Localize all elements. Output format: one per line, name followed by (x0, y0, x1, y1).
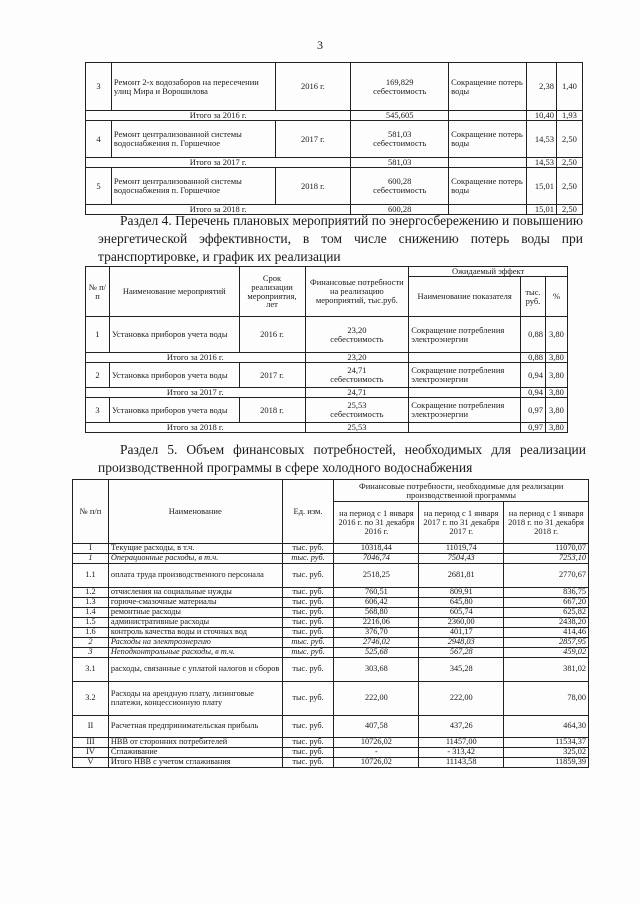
measure-name: Ремонт централизованной системы водоснабжения п. Горшечное (111, 168, 275, 205)
cost-cell (351, 63, 449, 111)
row-name: отчисления на социальные нужды (108, 588, 282, 598)
row-name: Итого НВВ с учетом сглаживания (108, 758, 282, 768)
measure-name: Установка приборов учета воды (109, 363, 239, 388)
effect-value: 14,53 (527, 121, 557, 158)
value-2017: - 313,42 (419, 748, 504, 758)
cost-note: себестоимость (330, 374, 384, 384)
effect-pct: 3,80 (545, 398, 567, 423)
effect-pct: 1,40 (556, 63, 582, 111)
value-2017: 7504,43 (419, 554, 504, 564)
total-value: 24,71 (305, 388, 409, 398)
value-2017: 2360,00 (419, 618, 504, 628)
value-2016: 7046,74 (334, 554, 419, 564)
value-2017: 401,17 (419, 628, 504, 638)
year-cell: 2016 г. (275, 63, 351, 111)
row-name: ремонтные расходы (108, 608, 282, 618)
row-num: 2 (73, 638, 109, 648)
value-2017: 11143,58 (419, 758, 504, 768)
value-2018: 625,82 (504, 608, 589, 618)
value-2018: 78,00 (504, 682, 589, 716)
effect-value: 10,40 (527, 111, 557, 121)
total-label: Итого за 2017 г. (86, 158, 351, 168)
row-name: Расходы на электроэнергию (108, 638, 282, 648)
row-num: 3.1 (73, 658, 109, 682)
row-num: I (73, 544, 109, 554)
header-period-2016: на период с 1 января 2016 г. по 31 декабря 2016 г. (334, 502, 419, 544)
cost-cell (351, 168, 449, 205)
row-name: Сглаживание (108, 748, 282, 758)
value-2017: 437,26 (419, 716, 504, 738)
row-unit: тыс. руб. (282, 716, 334, 738)
row-num: IV (73, 748, 109, 758)
value-2018: 414,46 (504, 628, 589, 638)
value-2018: 459,02 (504, 648, 589, 658)
row-name: административные расходы (108, 618, 282, 628)
row-unit: тыс. руб. (282, 554, 334, 564)
table-row (73, 658, 589, 682)
year-cell: 2017 г. (275, 121, 351, 158)
value-2016: 10726,02 (334, 738, 419, 748)
value-2016: 525,68 (334, 648, 419, 658)
header-effect: Ожидаемый эффект (409, 267, 568, 277)
empty-cell (409, 353, 521, 363)
cost-note: себестоимость (330, 409, 384, 419)
row-name: горюче-смазочные материалы (108, 598, 282, 608)
effect-pct: 3,80 (545, 317, 567, 353)
row-name: НВВ от сторонних потребителей (108, 738, 282, 748)
row-unit: тыс. руб. (282, 648, 334, 658)
effect-cell: Сокращение потребления электроэнергии (409, 317, 521, 353)
total-value: 581,03 (351, 158, 449, 168)
total-label: Итого за 2017 г. (86, 388, 306, 398)
table-row (73, 716, 589, 738)
table-row (73, 738, 589, 748)
value-2016: 10318,44 (334, 544, 419, 554)
effect-cell: Сокращение потерь воды (449, 63, 527, 111)
cost-value: 25,53 (347, 400, 367, 411)
cost-value: 169,829 (385, 76, 414, 87)
row-num: 4 (86, 121, 112, 158)
total-label: Итого за 2018 г. (86, 423, 306, 433)
section-4-title: Раздел 4. Перечень плановых мероприятий по энергосбережению и повышению энергетической эффективности, в том числе снижению потерь воды при транспортировке, и график их реализации (98, 213, 583, 264)
value-2018: 325,02 (504, 748, 589, 758)
table-row (86, 121, 583, 158)
row-unit: тыс. руб. (282, 588, 334, 598)
row-unit: тыс. руб. (282, 638, 334, 648)
header-period-2018: на период с 1 января 2018 г. по 31 декабря 2018 г. (504, 502, 589, 544)
value-2017: 567,28 (419, 648, 504, 658)
header-num: № п/п (73, 480, 109, 544)
row-unit: тыс. руб. (282, 758, 334, 768)
empty-cell (409, 388, 521, 398)
table-row (73, 758, 589, 768)
row-num: 3 (86, 63, 112, 111)
total-row (86, 111, 583, 121)
empty-cell (449, 158, 527, 168)
value-2018: 464,30 (504, 716, 589, 738)
total-label: Итого за 2016 г. (86, 111, 351, 121)
effect-pct: 2,50 (556, 205, 582, 215)
year-cell: 2016 г. (239, 317, 305, 353)
section-5-title: Раздел 5. Объем финансовых потребностей, необходимых для реализации производственной программы в сфере холодного водоснабжения (98, 442, 586, 475)
year-cell: 2017 г. (239, 363, 305, 388)
row-name: Неподконтрольные расходы, в т.ч. (108, 648, 282, 658)
row-unit: тыс. руб. (282, 628, 334, 638)
value-2016: - (334, 748, 419, 758)
value-2017: 11019,74 (419, 544, 504, 554)
effect-pct: 3,80 (545, 423, 567, 433)
table-row (73, 618, 589, 628)
value-2016: 568,80 (334, 608, 419, 618)
total-value: 23,20 (305, 353, 409, 363)
row-unit: тыс. руб. (282, 748, 334, 758)
value-2017: 645,80 (419, 598, 504, 608)
table-row (73, 682, 589, 716)
row-name: Текущие расходы, в т.ч. (108, 544, 282, 554)
header-num: № п/ п (86, 267, 110, 317)
row-num: 1 (73, 554, 109, 564)
table-water-repair (85, 62, 583, 215)
value-2017: 2948,03 (419, 638, 504, 648)
cost-cell (305, 363, 409, 388)
value-2016: 2216,06 (334, 618, 419, 628)
total-row (86, 423, 568, 433)
table-row (73, 748, 589, 758)
effect-value: 0,88 (521, 317, 546, 353)
row-num: 3 (73, 648, 109, 658)
year-cell: 2018 г. (239, 398, 305, 423)
effect-pct: 2,50 (556, 168, 582, 205)
effect-cell: Сокращение потерь воды (449, 168, 527, 205)
effect-pct: 3,80 (545, 353, 567, 363)
cost-note: себестоимость (330, 333, 384, 344)
year-cell: 2018 г. (275, 168, 351, 205)
value-2018: 7253,10 (504, 554, 589, 564)
total-row (86, 388, 568, 398)
header-finance: Финансовые потребности, необходимые для реализации производственной программы (334, 480, 589, 502)
table-row (73, 588, 589, 598)
measure-name: Ремонт 2-х водозаборов на пересечении улиц Мира и Ворошилова (111, 63, 275, 111)
effect-pct: 2,50 (556, 158, 582, 168)
cost-cell (351, 121, 449, 158)
cost-cell (305, 317, 409, 353)
row-num: 1.4 (73, 608, 109, 618)
table-row (73, 554, 589, 564)
header-finance: Финансовые потребности на реализацию мероприятий, тыс.руб. (305, 267, 409, 317)
header-row (86, 267, 568, 277)
value-2018: 2438,20 (504, 618, 589, 628)
row-unit: тыс. руб. (282, 738, 334, 748)
cost-note: себестоимость (373, 185, 427, 195)
value-2018: 11859,39 (504, 758, 589, 768)
value-2017: 11457,00 (419, 738, 504, 748)
table-row (86, 317, 568, 353)
table-row (86, 168, 583, 205)
header-unit: Ед. изм. (282, 480, 334, 544)
effect-pct: 3,80 (545, 388, 567, 398)
cost-value: 24,71 (347, 365, 367, 376)
value-2016: 407,58 (334, 716, 419, 738)
header-period-2017: на период с 1 января 2017 г. по 31 декабря 2017 г. (419, 502, 504, 544)
row-num: 1.1 (73, 564, 109, 588)
header-term: Срок реализации мероприятия, лет (239, 267, 305, 317)
total-row (86, 158, 583, 168)
value-2016: 2746,02 (334, 638, 419, 648)
value-2016: 606,42 (334, 598, 419, 608)
table-row (86, 63, 583, 111)
row-unit: тыс. руб. (282, 564, 334, 588)
header-name: Наименование (108, 480, 282, 544)
effect-cell: Сокращение потребления электроэнергии (409, 363, 521, 388)
row-num: 3.2 (73, 682, 109, 716)
cost-note: себестоимость (373, 85, 427, 96)
effect-cell: Сокращение потерь воды (449, 121, 527, 158)
effect-value: 0,94 (521, 363, 546, 388)
header-row (73, 480, 589, 502)
table-row (73, 638, 589, 648)
total-value: 25,53 (305, 423, 409, 433)
effect-pct: 2,50 (556, 121, 582, 158)
value-2016: 10726,02 (334, 758, 419, 768)
row-name: оплата труда производственного персонала (108, 564, 282, 588)
value-2017: 2681,81 (419, 564, 504, 588)
effect-value: 15,01 (527, 168, 557, 205)
row-num: 3 (86, 398, 110, 423)
row-num: III (73, 738, 109, 748)
value-2016: 2518,25 (334, 564, 419, 588)
row-unit: тыс. руб. (282, 544, 334, 554)
row-num: V (73, 758, 109, 768)
effect-cell: Сокращение потребления электроэнергии (409, 398, 521, 423)
row-num: 1.6 (73, 628, 109, 638)
row-unit: тыс. руб. (282, 682, 334, 716)
empty-cell (449, 111, 527, 121)
effect-value: 0,88 (521, 353, 546, 363)
header-indicator: Наименование показателя (409, 277, 521, 317)
header-unit: тыс. руб. (521, 277, 546, 317)
row-num: 1.3 (73, 598, 109, 608)
value-2018: 667,20 (504, 598, 589, 608)
effect-pct: 1,93 (556, 111, 582, 121)
effect-value: 0,94 (521, 388, 546, 398)
value-2018: 836,75 (504, 588, 589, 598)
value-2016: 303,68 (334, 658, 419, 682)
table-row (73, 648, 589, 658)
effect-pct: 3,80 (545, 363, 567, 388)
value-2018: 2770,67 (504, 564, 589, 588)
table-row (86, 398, 568, 423)
table-energy-saving (85, 266, 568, 433)
row-name: Расходы на арендную плату, лизинговые платежи, концессионную плату (108, 682, 282, 716)
value-2017: 605,74 (419, 608, 504, 618)
measure-name: Ремонт централизованной системы водоснабжения п. Горшечное (111, 121, 275, 158)
cost-note: себестоимость (373, 138, 427, 148)
effect-value: 0,97 (521, 398, 546, 423)
value-2018: 11070,07 (504, 544, 589, 554)
total-value: 545,605 (351, 111, 449, 121)
value-2016: 760,51 (334, 588, 419, 598)
row-num: 2 (86, 363, 110, 388)
total-label: Итого за 2018 г. (86, 205, 351, 215)
value-2017: 809,91 (419, 588, 504, 598)
value-2016: 376,70 (334, 628, 419, 638)
table-row (73, 608, 589, 618)
row-name: контроль качества воды и сточных вод (108, 628, 282, 638)
row-name: расходы, связанные с уплатой налогов и сборов (108, 658, 282, 682)
row-unit: тыс. руб. (282, 618, 334, 628)
effect-value: 2,38 (527, 63, 557, 111)
table-financial-needs (72, 479, 589, 768)
total-value: 600,28 (351, 205, 449, 215)
value-2017: 222,00 (419, 682, 504, 716)
total-row (86, 353, 568, 363)
table-row (86, 363, 568, 388)
value-2018: 2857,95 (504, 638, 589, 648)
measure-name: Установка приборов учета воды (109, 317, 239, 353)
value-2018: 381,02 (504, 658, 589, 682)
row-num: 1 (86, 317, 110, 353)
table-row (73, 544, 589, 554)
row-name: Операционные расходы, в т.ч. (108, 554, 282, 564)
effect-value: 0,97 (521, 423, 546, 433)
table-row (73, 628, 589, 638)
header-pct: % (545, 277, 567, 317)
cost-value: 23,20 (347, 324, 367, 335)
table-row (73, 598, 589, 608)
value-2016: 222,00 (334, 682, 419, 716)
row-num: 1.5 (73, 618, 109, 628)
table-row (73, 564, 589, 588)
table-body (73, 544, 589, 768)
row-num: 1.2 (73, 588, 109, 598)
row-unit: тыс. руб. (282, 608, 334, 618)
cost-value: 581,03 (388, 129, 412, 140)
cost-cell (305, 398, 409, 423)
effect-value: 15,01 (527, 205, 557, 215)
row-unit: тыс. руб. (282, 598, 334, 608)
row-unit: тыс. руб. (282, 658, 334, 682)
row-num: 5 (86, 168, 112, 205)
total-label: Итого за 2016 г. (86, 353, 306, 363)
measure-name: Установка приборов учета воды (109, 398, 239, 423)
row-name: Расчетная предпринимательская прибыль (108, 716, 282, 738)
empty-cell (409, 423, 521, 433)
effect-value: 14,53 (527, 158, 557, 168)
value-2018: 11534,37 (504, 738, 589, 748)
cost-value: 600,28 (388, 176, 412, 187)
header-name: Наименование мероприятий (109, 267, 239, 317)
row-num: II (73, 716, 109, 738)
value-2017: 345,28 (419, 658, 504, 682)
page-number: 3 (317, 38, 323, 52)
